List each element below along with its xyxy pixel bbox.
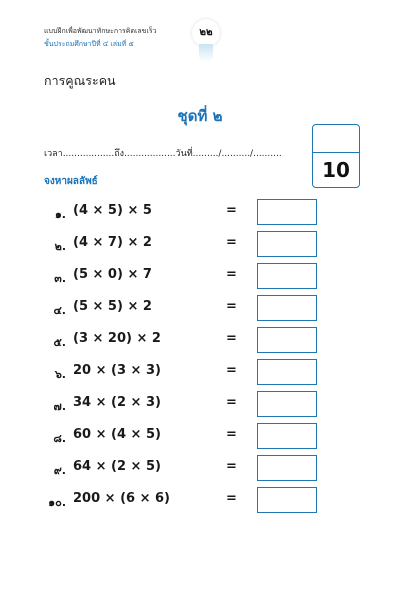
grade-volume: ชั้นประถมศึกษาปีที่ ๔ เล่มที่ ๕ xyxy=(44,40,134,48)
problem-expression: (3 × 20) × 2 xyxy=(73,331,161,346)
problem-expression: (4 × 5) × 5 xyxy=(73,203,152,218)
problem-expression: 60 × (4 × 5) xyxy=(73,427,161,442)
problem-expression: 20 × (3 × 3) xyxy=(73,363,161,378)
problem-number: ๔. xyxy=(53,304,66,317)
problem-expression: 64 × (2 × 5) xyxy=(73,459,161,474)
answer-box[interactable] xyxy=(257,359,317,385)
equals-sign: = xyxy=(226,395,237,410)
answer-box[interactable] xyxy=(257,231,317,257)
problem-expression: 34 × (2 × 3) xyxy=(73,395,161,410)
problem-row xyxy=(0,359,411,387)
problem-number: ๑. xyxy=(54,208,66,221)
answer-box[interactable] xyxy=(257,327,317,353)
topic-title: การคูณระคน xyxy=(44,73,116,88)
score-box xyxy=(312,124,360,188)
problem-row xyxy=(0,391,411,419)
problem-number: ๕. xyxy=(53,336,66,349)
answer-box[interactable] xyxy=(257,199,317,225)
problem-number: ๖. xyxy=(54,368,66,381)
equals-sign: = xyxy=(226,331,237,346)
equals-sign: = xyxy=(226,299,237,314)
problem-expression: (5 × 5) × 2 xyxy=(73,299,152,314)
equals-sign: = xyxy=(226,427,237,442)
answer-box[interactable] xyxy=(257,391,317,417)
time-date-line: เวลา..................ถึง..................วันที่........./........../.......... xyxy=(44,149,282,159)
book-title: แบบฝึกเพื่อพัฒนาทักษะการคิดเลขเร็ว xyxy=(44,27,157,35)
full-score: 10 xyxy=(322,158,350,182)
problem-row xyxy=(0,423,411,451)
problem-row xyxy=(0,487,411,515)
problem-row xyxy=(0,231,411,259)
problem-number: ๒. xyxy=(54,240,66,253)
page-number: ๒๒ xyxy=(192,19,220,47)
set-title: ชุดที่ ๒ xyxy=(177,107,223,125)
instruction: จงหาผลลัพธ์ xyxy=(44,176,98,187)
problem-row xyxy=(0,455,411,483)
problem-row xyxy=(0,263,411,291)
answer-box[interactable] xyxy=(257,423,317,449)
problem-number: ๓. xyxy=(54,272,66,285)
problem-number: ๑๐. xyxy=(48,496,66,509)
score-divider xyxy=(313,152,359,153)
equals-sign: = xyxy=(226,203,237,218)
problem-number: ๗. xyxy=(53,400,66,413)
equals-sign: = xyxy=(226,267,237,282)
answer-box[interactable] xyxy=(257,295,317,321)
drop-decoration-icon xyxy=(199,44,213,62)
problem-row xyxy=(0,327,411,355)
problem-number: ๙. xyxy=(53,464,66,477)
equals-sign: = xyxy=(226,491,237,506)
problem-expression: 200 × (6 × 6) xyxy=(73,491,170,506)
equals-sign: = xyxy=(226,235,237,250)
answer-box[interactable] xyxy=(257,487,317,513)
answer-box[interactable] xyxy=(257,263,317,289)
equals-sign: = xyxy=(226,363,237,378)
problem-expression: (4 × 7) × 2 xyxy=(73,235,152,250)
problem-expression: (5 × 0) × 7 xyxy=(73,267,152,282)
problem-row xyxy=(0,295,411,323)
answer-box[interactable] xyxy=(257,455,317,481)
problem-number: ๘. xyxy=(53,432,66,445)
equals-sign: = xyxy=(226,459,237,474)
problem-row xyxy=(0,199,411,227)
